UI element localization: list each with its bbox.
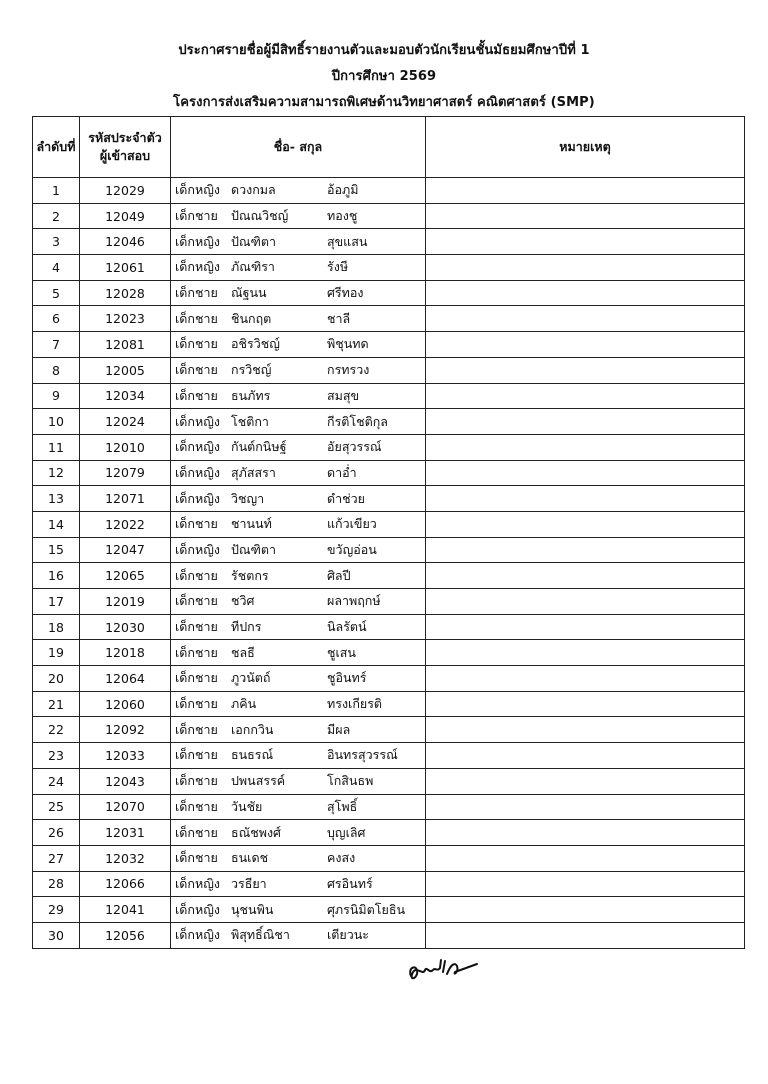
header-id-line1: รหัสประจำตัว	[88, 130, 162, 145]
student-name-cell	[171, 280, 426, 306]
row-number: 28	[33, 871, 80, 897]
row-number: 6	[33, 306, 80, 332]
remark-cell	[426, 563, 745, 589]
table-header-row	[33, 117, 745, 178]
name-title: เด็กชาย	[175, 696, 218, 712]
remark-cell	[426, 717, 745, 743]
last-name: กีรติโชติกุล	[327, 413, 388, 429]
table-row	[33, 845, 745, 871]
student-id: 12046	[80, 229, 171, 255]
row-number: 15	[33, 537, 80, 563]
first-name: ธนภัทร	[231, 387, 271, 403]
student-id: 12022	[80, 511, 171, 537]
row-number: 10	[33, 409, 80, 435]
row-number: 16	[33, 563, 80, 589]
remark-cell	[426, 203, 745, 229]
table-body	[33, 178, 745, 949]
student-id: 12023	[80, 306, 171, 332]
academic-year: ปีการศึกษา 2569	[331, 69, 437, 84]
name-title: เด็กชาย	[175, 798, 218, 814]
student-id: 12019	[80, 589, 171, 615]
name-title: เด็กชาย	[175, 387, 218, 403]
student-id: 12092	[80, 717, 171, 743]
student-id: 12081	[80, 332, 171, 358]
first-name: นุชนพิน	[231, 901, 274, 917]
remark-cell	[426, 332, 745, 358]
last-name: ดำช่วย	[327, 490, 365, 506]
remark-cell	[426, 614, 745, 640]
first-name: ดวงกมล	[231, 182, 276, 198]
name-title: เด็กชาย	[175, 567, 218, 583]
name-title: เด็กชาย	[175, 336, 218, 352]
student-name-cell	[171, 768, 426, 794]
table-row	[33, 434, 745, 460]
first-name: วิชญา	[231, 490, 265, 506]
remark-cell	[426, 820, 745, 846]
table-row	[33, 306, 745, 332]
remark-cell	[426, 409, 745, 435]
remark-cell	[426, 640, 745, 666]
table-row	[33, 563, 745, 589]
row-number: 23	[33, 743, 80, 769]
table-row	[33, 820, 745, 846]
row-number: 21	[33, 691, 80, 717]
row-number: 9	[33, 383, 80, 409]
student-id: 12029	[80, 178, 171, 204]
name-title: เด็กหญิง	[175, 233, 220, 249]
student-name-cell	[171, 229, 426, 255]
student-name-cell	[171, 717, 426, 743]
last-name: ทรงเกียรติ	[327, 696, 383, 712]
student-id: 12033	[80, 743, 171, 769]
table-row	[33, 589, 745, 615]
first-name: สุภัสสรา	[231, 464, 276, 480]
student-name-cell	[171, 486, 426, 512]
first-name: กรวิชญ์	[231, 362, 272, 378]
first-name: ทีปกร	[231, 619, 262, 635]
first-name: ชานนท์	[231, 516, 272, 532]
student-id: 12061	[80, 255, 171, 281]
table-row	[33, 897, 745, 923]
student-id: 12005	[80, 357, 171, 383]
table-row	[33, 743, 745, 769]
table-row	[33, 717, 745, 743]
last-name: นิลรัตน์	[327, 619, 367, 635]
first-name: โชติกา	[231, 413, 269, 429]
first-name: ภูวนัตถ์	[231, 670, 271, 686]
remark-cell	[426, 511, 745, 537]
row-number: 5	[33, 280, 80, 306]
remark-cell	[426, 255, 745, 281]
last-name: ขวัญอ่อน	[327, 541, 377, 557]
student-name-cell	[171, 537, 426, 563]
first-name: รัชตกร	[231, 567, 269, 583]
remark-cell	[426, 383, 745, 409]
remark-cell	[426, 229, 745, 255]
last-name: ชูอินทร์	[327, 670, 367, 686]
last-name: เตียวนะ	[327, 927, 369, 943]
signature-mark	[405, 952, 485, 988]
remark-cell	[426, 434, 745, 460]
student-name-cell	[171, 563, 426, 589]
first-name: เอกกวิน	[231, 721, 274, 737]
student-id: 12028	[80, 280, 171, 306]
table-row	[33, 794, 745, 820]
last-name: สุขแสน	[327, 233, 368, 249]
student-id: 12010	[80, 434, 171, 460]
last-name: คงสง	[327, 850, 356, 866]
student-name-cell	[171, 845, 426, 871]
first-name: ปัณฑิตา	[231, 233, 277, 249]
remark-cell	[426, 794, 745, 820]
table-row	[33, 511, 745, 537]
name-title: เด็กหญิง	[175, 875, 220, 891]
last-name: ศุภรนิมิตโยธิน	[327, 901, 406, 917]
first-name: ชลธี	[231, 644, 255, 660]
student-name-cell	[171, 434, 426, 460]
name-title: เด็กชาย	[175, 850, 218, 866]
remark-cell	[426, 922, 745, 948]
first-name: ปัณณวิชญ์	[231, 208, 289, 224]
remark-cell	[426, 845, 745, 871]
announcement-header	[0, 38, 768, 116]
first-name: ปพนสรรค์	[231, 773, 286, 789]
row-number: 7	[33, 332, 80, 358]
last-name: อ้อภูมิ	[327, 182, 359, 198]
remark-cell	[426, 280, 745, 306]
table-row	[33, 255, 745, 281]
student-id: 12056	[80, 922, 171, 948]
name-title: เด็กหญิง	[175, 927, 220, 943]
name-title: เด็กหญิง	[175, 259, 220, 275]
student-name-cell	[171, 203, 426, 229]
table-row	[33, 409, 745, 435]
student-id: 12066	[80, 871, 171, 897]
student-id: 12030	[80, 614, 171, 640]
name-title: เด็กหญิง	[175, 464, 220, 480]
name-title: เด็กชาย	[175, 721, 218, 737]
student-name-cell	[171, 306, 426, 332]
remark-cell	[426, 768, 745, 794]
row-number: 30	[33, 922, 80, 948]
row-number: 26	[33, 820, 80, 846]
table-row	[33, 537, 745, 563]
row-number: 29	[33, 897, 80, 923]
last-name: บุญเลิศ	[327, 824, 366, 840]
last-name: ชูเสน	[327, 644, 356, 660]
first-name: ภคิน	[231, 696, 257, 712]
student-id: 12043	[80, 768, 171, 794]
student-name-cell	[171, 589, 426, 615]
table-row	[33, 229, 745, 255]
last-name: กรทรวง	[327, 362, 370, 378]
header-remark: หมายเหตุ	[426, 117, 745, 178]
last-name: สมสุข	[327, 387, 360, 403]
remark-cell	[426, 357, 745, 383]
student-id: 12018	[80, 640, 171, 666]
row-number: 13	[33, 486, 80, 512]
table-row	[33, 357, 745, 383]
name-title: เด็กชาย	[175, 208, 218, 224]
table-row	[33, 691, 745, 717]
table-row	[33, 922, 745, 948]
name-title: เด็กหญิง	[175, 182, 220, 198]
announcement-title: ประกาศรายชื่อผู้มีสิทธิ์รายงานตัวและมอบตัวนักเรียนชั้นมัธยมศึกษาปีที่ 1	[178, 43, 590, 58]
student-id: 12049	[80, 203, 171, 229]
student-id: 12041	[80, 897, 171, 923]
student-id: 12034	[80, 383, 171, 409]
row-number: 25	[33, 794, 80, 820]
table-row	[33, 768, 745, 794]
table-row	[33, 280, 745, 306]
first-name: ณัฐนน	[231, 285, 267, 301]
table-row	[33, 640, 745, 666]
row-number: 19	[33, 640, 80, 666]
student-roster-table	[32, 116, 745, 949]
last-name: ทองชู	[327, 208, 358, 224]
last-name: ศรีทอง	[327, 285, 364, 301]
first-name: ธนเดช	[231, 850, 269, 866]
last-name: อัยสุวรรณ์	[327, 439, 382, 455]
name-title: เด็กชาย	[175, 747, 218, 763]
header-no: ลำดับที่	[33, 117, 80, 178]
name-title: เด็กหญิง	[175, 439, 220, 455]
first-name: ชินกฤต	[231, 310, 272, 326]
student-name-cell	[171, 255, 426, 281]
student-name-cell	[171, 897, 426, 923]
student-name-cell	[171, 691, 426, 717]
remark-cell	[426, 691, 745, 717]
student-name-cell	[171, 357, 426, 383]
last-name: ศรอินทร์	[327, 875, 373, 891]
student-id: 12065	[80, 563, 171, 589]
student-id: 12047	[80, 537, 171, 563]
name-title: เด็กชาย	[175, 773, 218, 789]
row-number: 2	[33, 203, 80, 229]
student-name-cell	[171, 794, 426, 820]
row-number: 12	[33, 460, 80, 486]
name-title: เด็กหญิง	[175, 413, 220, 429]
table-row	[33, 871, 745, 897]
table-row	[33, 383, 745, 409]
student-name-cell	[171, 460, 426, 486]
remark-cell	[426, 589, 745, 615]
last-name: โกสินธพ	[327, 773, 374, 789]
row-number: 24	[33, 768, 80, 794]
first-name: ธนธรณ์	[231, 747, 274, 763]
student-id: 12071	[80, 486, 171, 512]
row-number: 20	[33, 666, 80, 692]
name-title: เด็กชาย	[175, 516, 218, 532]
name-title: เด็กชาย	[175, 644, 218, 660]
remark-cell	[426, 537, 745, 563]
first-name: ภัณฑิรา	[231, 259, 275, 275]
remark-cell	[426, 743, 745, 769]
remark-cell	[426, 897, 745, 923]
table-row	[33, 666, 745, 692]
remark-cell	[426, 871, 745, 897]
remark-cell	[426, 666, 745, 692]
first-name: วรธียา	[231, 875, 267, 891]
last-name: รังษี	[327, 259, 349, 275]
name-title: เด็กหญิง	[175, 541, 220, 557]
remark-cell	[426, 178, 745, 204]
last-name: ดาอ่ำ	[327, 464, 357, 480]
first-name: พิสุทธิ์ณิชา	[231, 927, 290, 943]
first-name: วันชัย	[231, 798, 263, 814]
student-name-cell	[171, 332, 426, 358]
student-name-cell	[171, 666, 426, 692]
last-name: ผลาพฤกษ์	[327, 593, 381, 609]
student-id: 12032	[80, 845, 171, 871]
student-name-cell	[171, 922, 426, 948]
remark-cell	[426, 460, 745, 486]
table-row	[33, 203, 745, 229]
row-number: 3	[33, 229, 80, 255]
remark-cell	[426, 486, 745, 512]
name-title: เด็กชาย	[175, 593, 218, 609]
row-number: 14	[33, 511, 80, 537]
last-name: แก้วเขียว	[327, 516, 377, 532]
row-number: 1	[33, 178, 80, 204]
first-name: กันต์กนิษฐ์	[231, 439, 287, 455]
student-id: 12064	[80, 666, 171, 692]
student-name-cell	[171, 614, 426, 640]
student-name-cell	[171, 409, 426, 435]
table-row	[33, 460, 745, 486]
table-row	[33, 486, 745, 512]
student-id: 12070	[80, 794, 171, 820]
name-title: เด็กชาย	[175, 619, 218, 635]
last-name: พิชุนทด	[327, 336, 369, 352]
row-number: 18	[33, 614, 80, 640]
remark-cell	[426, 306, 745, 332]
header-name: ชื่อ- สกุล	[171, 117, 426, 178]
row-number: 17	[33, 589, 80, 615]
name-title: เด็กชาย	[175, 285, 218, 301]
last-name: มีผล	[327, 721, 351, 737]
row-number: 27	[33, 845, 80, 871]
student-name-cell	[171, 383, 426, 409]
student-id: 12024	[80, 409, 171, 435]
last-name: ชาลี	[327, 310, 351, 326]
table-row	[33, 178, 745, 204]
student-name-cell	[171, 743, 426, 769]
first-name: ธณัชพงศ์	[231, 824, 281, 840]
last-name: ศิลปี	[327, 567, 351, 583]
name-title: เด็กชาย	[175, 310, 218, 326]
program-name: โครงการส่งเสริมความสามารถพิเศษด้านวิทยาศาสตร์ คณิตศาสตร์ (SMP)	[173, 95, 595, 110]
table-row	[33, 614, 745, 640]
student-id: 12031	[80, 820, 171, 846]
header-student-id	[80, 117, 171, 178]
last-name: สุโพธิ์	[327, 798, 358, 814]
student-name-cell	[171, 820, 426, 846]
student-name-cell	[171, 511, 426, 537]
name-title: เด็กชาย	[175, 824, 218, 840]
row-number: 8	[33, 357, 80, 383]
name-title: เด็กหญิง	[175, 901, 220, 917]
name-title: เด็กชาย	[175, 670, 218, 686]
table-row	[33, 332, 745, 358]
first-name: ปัณฑิตา	[231, 541, 277, 557]
student-name-cell	[171, 178, 426, 204]
first-name: อชิรวิชญ์	[231, 336, 280, 352]
student-name-cell	[171, 871, 426, 897]
name-title: เด็กหญิง	[175, 490, 220, 506]
last-name: อินทรสุวรรณ์	[327, 747, 398, 763]
row-number: 22	[33, 717, 80, 743]
student-name-cell	[171, 640, 426, 666]
row-number: 11	[33, 434, 80, 460]
student-id: 12060	[80, 691, 171, 717]
row-number: 4	[33, 255, 80, 281]
student-id: 12079	[80, 460, 171, 486]
name-title: เด็กชาย	[175, 362, 218, 378]
header-id-line2: ผู้เข้าสอบ	[99, 148, 151, 163]
first-name: ชวิศ	[231, 593, 255, 609]
